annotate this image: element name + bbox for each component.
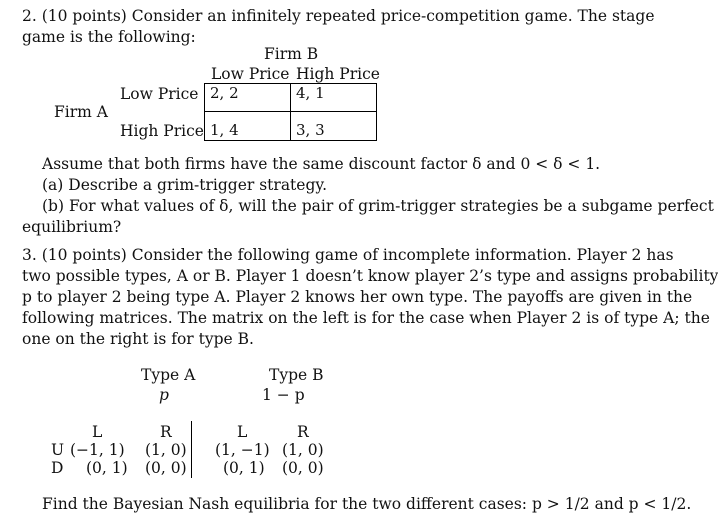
col-header-high-price: High Price bbox=[296, 65, 380, 83]
matrix-a-u-l: (−1, 1) bbox=[70, 441, 125, 459]
matrix-a-d-l: (0, 1) bbox=[86, 459, 128, 477]
matrix-b-u-l: (1, −1) bbox=[215, 441, 270, 459]
q3-line-2: two possible types, A or B. Player 1 doesn’t know player 2’s type and assigns probability bbox=[22, 267, 718, 285]
type-b-label: Type B bbox=[269, 366, 324, 384]
matrix-divider bbox=[191, 421, 192, 478]
matrix-b-d-r: (0, 0) bbox=[282, 459, 324, 477]
cell-high-low: 1, 4 bbox=[210, 121, 239, 139]
row-label-d: D bbox=[51, 459, 64, 477]
q2-intro-line-2: game is the following: bbox=[22, 28, 196, 46]
matrix-b-col-r: R bbox=[297, 423, 309, 441]
col-header-low-price: Low Price bbox=[211, 65, 290, 83]
matrix-a-col-r: R bbox=[160, 423, 172, 441]
row-label-u: U bbox=[51, 441, 65, 459]
cell-high-high: 3, 3 bbox=[296, 121, 325, 139]
q3-final-question: Find the Bayesian Nash equilibria for the two different cases: p > 1/2 and p < 1/2. bbox=[42, 495, 692, 513]
q2-intro bbox=[22, 6, 655, 48]
matrix-a-u-r: (1, 0) bbox=[145, 441, 187, 459]
type-b-prob: 1 − p bbox=[262, 386, 305, 404]
payoff-box-vdivider bbox=[290, 83, 291, 141]
q3-line-3: p to player 2 being type A. Player 2 knows her own type. The payoffs are given in the bbox=[22, 288, 693, 306]
matrix-b-d-l: (0, 1) bbox=[223, 459, 265, 477]
q2-intro-line-1: 2. (10 points) Consider an infinitely repeated price-competition game. The stage bbox=[22, 7, 655, 25]
row-header-low-price: Low Price bbox=[120, 85, 199, 103]
q2-part-b-line-1: (b) For what values of δ, will the pair of grim-trigger strategies be a subgame perfect bbox=[42, 197, 714, 215]
type-a-prob: p bbox=[159, 386, 169, 404]
firm-a-label: Firm A bbox=[54, 103, 108, 121]
type-a-label: Type A bbox=[141, 366, 196, 384]
q3-intro bbox=[22, 245, 718, 350]
q3-line-5: one on the right is for type B. bbox=[22, 330, 254, 348]
row-header-high-price: High Price bbox=[120, 122, 204, 140]
q3-line-4: following matrices. The matrix on the left is for the case when Player 2 is of type A; the bbox=[22, 309, 710, 327]
matrix-b-u-r: (1, 0) bbox=[282, 441, 324, 459]
q2-part-b-line-2: equilibrium? bbox=[22, 218, 122, 236]
matrix-b-col-l: L bbox=[237, 423, 248, 441]
cell-low-low: 2, 2 bbox=[210, 84, 239, 102]
payoff-box-hdivider bbox=[204, 111, 376, 112]
matrix-a-d-r: (0, 0) bbox=[145, 459, 187, 477]
q2-part-a: (a) Describe a grim-trigger strategy. bbox=[42, 176, 328, 194]
firm-b-label: Firm B bbox=[264, 45, 319, 63]
matrix-a-col-l: L bbox=[92, 423, 103, 441]
cell-low-high: 4, 1 bbox=[296, 84, 325, 102]
q2-parts bbox=[22, 154, 714, 238]
q3-line-1: 3. (10 points) Consider the following game of incomplete information. Player 2 has bbox=[22, 246, 674, 264]
q2-assumption: Assume that both firms have the same discount factor δ and 0 < δ < 1. bbox=[42, 155, 601, 173]
